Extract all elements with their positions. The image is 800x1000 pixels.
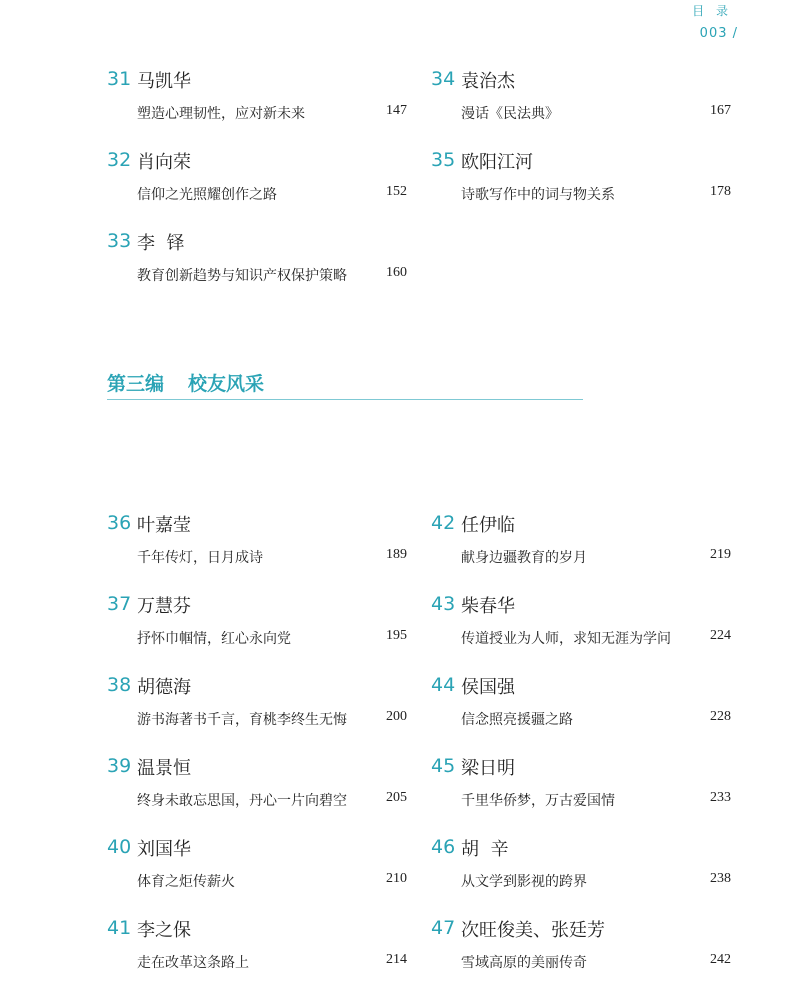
entry-number: 39 (107, 755, 132, 777)
entry-number: 36 (107, 512, 132, 534)
toc-entry[interactable] (431, 836, 731, 906)
toc-entry[interactable] (431, 917, 731, 987)
section-heading[interactable] (107, 369, 264, 396)
entry-author: 李之保 (137, 920, 191, 941)
entry-page: 214 (386, 952, 407, 967)
toc-entry[interactable] (107, 755, 407, 825)
entry-author: 李 铎 (137, 233, 185, 254)
entry-author: 马凯华 (137, 71, 191, 92)
entry-author: 侯国强 (461, 677, 515, 698)
page-number: 003 / (699, 26, 738, 41)
entry-number: 40 (107, 836, 132, 858)
entry-title: 走在改革这条路上 (137, 955, 249, 971)
entry-title: 塑造心理韧性，应对新未来 (137, 106, 305, 122)
entry-title: 漫话《民法典》 (461, 106, 559, 122)
entry-author: 欧阳江河 (461, 152, 533, 173)
entry-author: 肖向荣 (137, 152, 191, 173)
toc-entry[interactable] (431, 512, 731, 582)
entry-page: 178 (710, 184, 731, 199)
entry-title: 信仰之光照耀创作之路 (137, 187, 277, 203)
entry-number: 41 (107, 917, 132, 939)
entry-number: 47 (431, 917, 456, 939)
toc-entry[interactable] (431, 674, 731, 744)
entry-title: 抒怀巾帼情，红心永向党 (137, 631, 291, 647)
toc-entry[interactable] (107, 674, 407, 744)
section-rule (107, 399, 583, 400)
entry-title: 终身未敢忘思国，丹心一片向碧空 (137, 793, 347, 809)
entry-title: 信念照亮援疆之路 (461, 712, 573, 728)
entry-title: 体育之炬传薪火 (137, 874, 235, 890)
toc-entry[interactable] (107, 149, 407, 219)
entry-title: 游书海著书千言，育桃李终生无悔 (137, 712, 347, 728)
entry-page: 160 (386, 265, 407, 280)
toc-entry[interactable] (431, 68, 731, 138)
entry-number: 43 (431, 593, 456, 615)
entry-title: 诗歌写作中的词与物关系 (461, 187, 615, 203)
entry-title: 雪域高原的美丽传奇 (461, 955, 587, 971)
entry-author: 柴春华 (461, 596, 515, 617)
entry-number: 35 (431, 149, 456, 171)
toc-entry[interactable] (107, 836, 407, 906)
entry-page: 189 (386, 547, 407, 562)
entry-number: 38 (107, 674, 132, 696)
entry-page: 152 (386, 184, 407, 199)
entry-title: 千里华侨梦，万古爱国情 (461, 793, 615, 809)
entry-author: 次旺俊美、张廷芳 (461, 920, 605, 941)
entry-page: 219 (710, 547, 731, 562)
entry-author: 温景恒 (137, 758, 191, 779)
toc-entry[interactable] (431, 755, 731, 825)
entry-author: 胡德海 (137, 677, 191, 698)
entry-author: 万慧芬 (137, 596, 191, 617)
entry-page: 147 (386, 103, 407, 118)
entry-number: 37 (107, 593, 132, 615)
entry-title: 献身边疆教育的岁月 (461, 550, 587, 566)
running-head: 目 录 (692, 4, 732, 18)
entry-number: 32 (107, 149, 132, 171)
toc-entry[interactable] (431, 149, 731, 219)
entry-title: 从文学到影视的跨界 (461, 874, 587, 890)
entry-number: 46 (431, 836, 456, 858)
entry-page: 200 (386, 709, 407, 724)
entry-page: 205 (386, 790, 407, 805)
entry-number: 34 (431, 68, 456, 90)
toc-entry[interactable] (107, 230, 407, 300)
toc-entry[interactable] (107, 68, 407, 138)
entry-page: 195 (386, 628, 407, 643)
entry-title: 教育创新趋势与知识产权保护策略 (137, 268, 347, 284)
entry-author: 袁治杰 (461, 71, 515, 92)
entry-author: 任伊临 (461, 515, 515, 536)
entry-author: 胡 辛 (461, 839, 509, 860)
toc-entry[interactable] (107, 593, 407, 663)
entry-page: 242 (710, 952, 731, 967)
entry-page: 167 (710, 103, 731, 118)
entry-title: 传道授业为人师，求知无涯为学问 (461, 631, 671, 647)
entry-author: 刘国华 (137, 839, 191, 860)
toc-entry[interactable] (107, 512, 407, 582)
toc-entry[interactable] (431, 593, 731, 663)
section-title: 校友风采 (188, 373, 265, 395)
entry-title: 千年传灯，日月成诗 (137, 550, 263, 566)
entry-page: 224 (710, 628, 731, 643)
entry-number: 44 (431, 674, 456, 696)
entry-page: 233 (710, 790, 731, 805)
entry-author: 叶嘉莹 (137, 515, 191, 536)
entry-number: 45 (431, 755, 456, 777)
toc-entry[interactable] (107, 917, 407, 987)
section-label: 第三编 (107, 373, 165, 395)
entry-number: 31 (107, 68, 132, 90)
entry-number: 42 (431, 512, 456, 534)
entry-page: 238 (710, 871, 731, 886)
entry-page: 210 (386, 871, 407, 886)
entry-page: 228 (710, 709, 731, 724)
entry-number: 33 (107, 230, 132, 252)
entry-author: 梁日明 (461, 758, 515, 779)
